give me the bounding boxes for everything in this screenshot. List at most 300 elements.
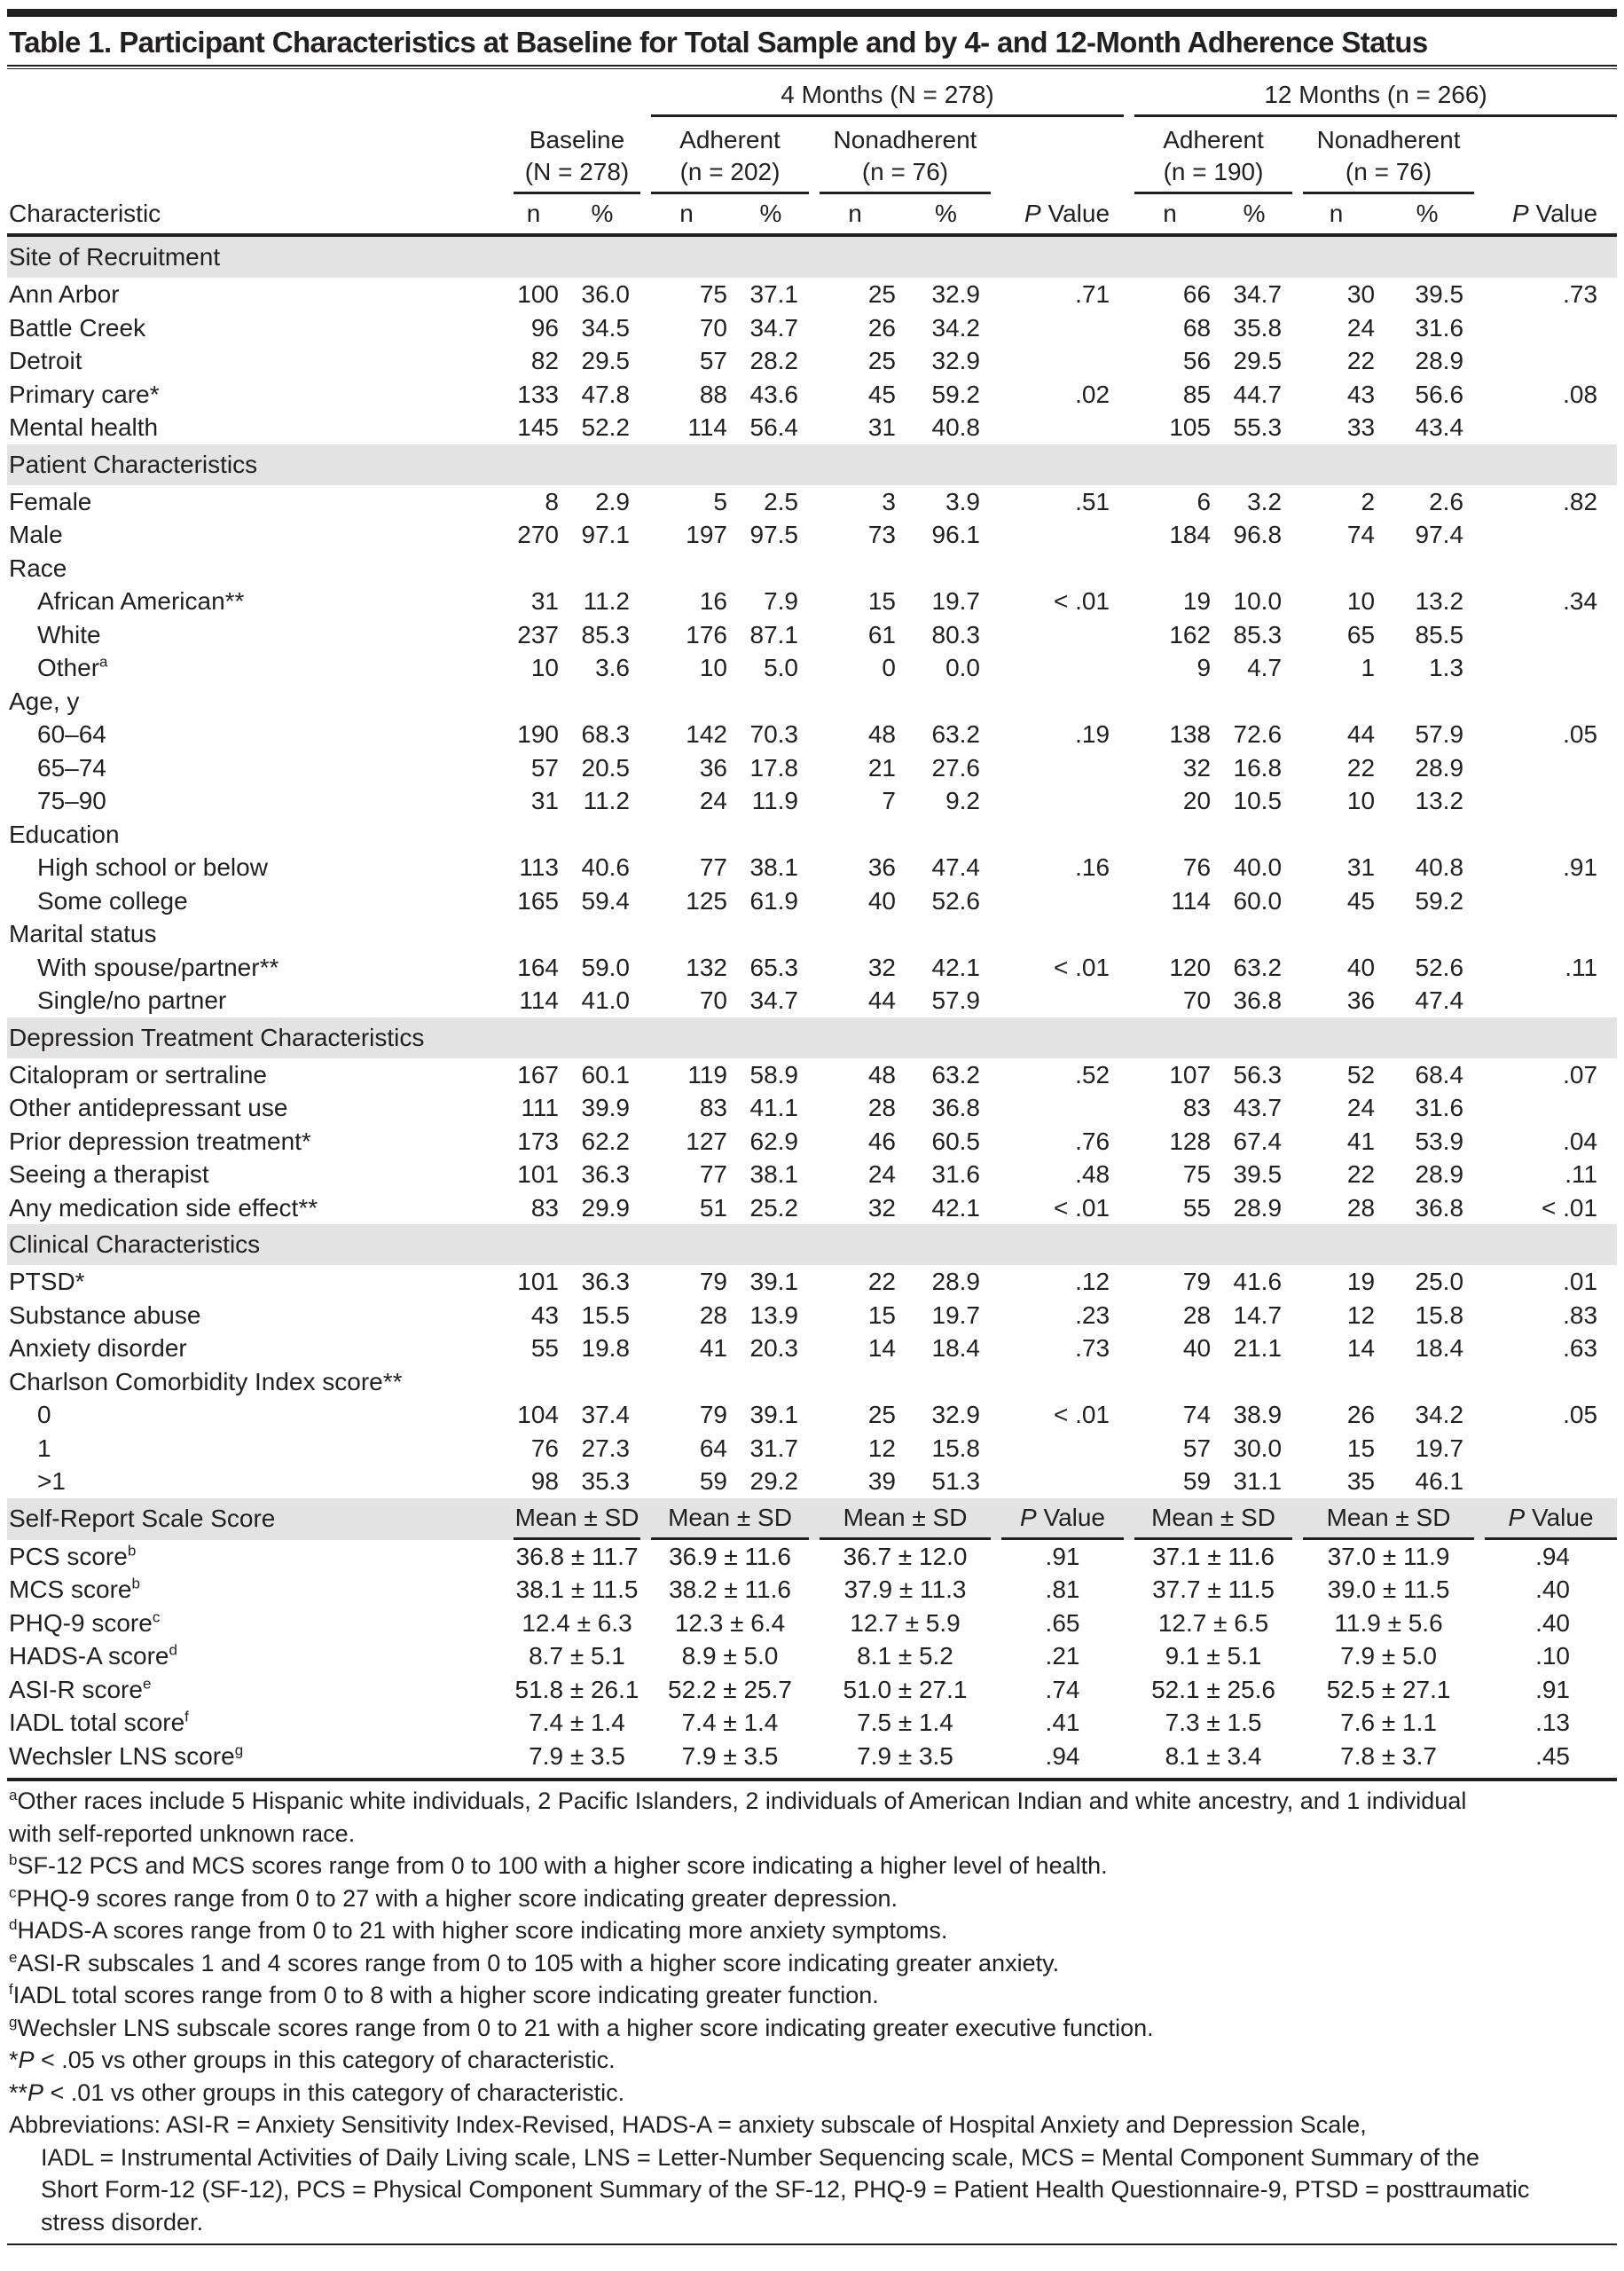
count-cell: 111 <box>521 1094 559 1121</box>
percent-cell: 11.9 <box>751 787 798 814</box>
row-label <box>7 718 508 751</box>
count-cell: 32 <box>867 953 896 981</box>
p-value-cell: .10 <box>1535 1642 1571 1670</box>
mean-sd-cell: 11.9 ± 5.6 <box>1334 1608 1443 1637</box>
count-cell: 10 <box>530 654 559 681</box>
section-header-row <box>7 444 1617 485</box>
row-label-text: Some college <box>37 886 188 915</box>
footnote-mark: a <box>9 1787 18 1803</box>
count-cell: 28 <box>699 1301 727 1329</box>
count-cell: 40 <box>867 886 896 915</box>
count-cell: 31.1 <box>1233 1467 1283 1495</box>
count-cell: 96 <box>530 313 559 342</box>
group-label-row <box>7 818 1617 852</box>
footnote-mark: e <box>9 1948 18 1966</box>
footnote-text: IADL total scores range from 0 to 8 with a higher score indicating greater function. <box>12 1982 879 2008</box>
abbreviations-line: IADL = Instrumental Activities of Daily Living scale, LNS = Letter-Number Sequencing scale, MCS = Mental Component Summary of the <box>41 2143 1479 2171</box>
percent-cell: 57.9 <box>931 986 980 1014</box>
count-cell: 48 <box>867 720 896 748</box>
p-value-cell <box>996 618 1129 652</box>
mean-sd-cell: 9.1 ± 5.1 <box>1165 1642 1262 1670</box>
score-row <box>7 1639 1617 1673</box>
percent-cell: 75 <box>1182 1160 1212 1188</box>
count-cell: 16 <box>699 587 727 615</box>
count-cell: 28.9 <box>1233 1193 1283 1222</box>
count-cell: 31.6 <box>1415 313 1464 342</box>
row-label-text: Charlson Comorbidity Index score** <box>9 1367 403 1395</box>
mean-sd-label: Mean ± SD <box>1151 1503 1275 1531</box>
mean-sd-cell: 7.9 ± 3.5 <box>857 1741 953 1770</box>
row-label-text: Age, y <box>9 687 80 715</box>
count-cell: 19.7 <box>1415 1434 1464 1462</box>
percent-cell: 60.5 <box>931 1127 980 1155</box>
count-cell: 35.8 <box>1233 313 1283 342</box>
count-cell: 45 <box>867 380 896 408</box>
count-cell: 114 <box>687 413 727 441</box>
count-cell: 53.9 <box>1415 1127 1464 1155</box>
p-italic: P <box>1020 1503 1037 1531</box>
count-cell: 28 <box>867 1094 896 1121</box>
count-cell: 56.6 <box>1415 380 1464 408</box>
footnote-mark: g <box>9 2013 18 2031</box>
count-cell: 30.0 <box>1233 1434 1283 1462</box>
p-value-cell <box>996 884 1129 918</box>
footnote <box>9 1979 1617 2012</box>
row-label <box>7 585 508 618</box>
row-label <box>7 1332 508 1365</box>
p-value-cell: .83 <box>1563 1301 1598 1329</box>
count-cell: 18.4 <box>1415 1334 1464 1362</box>
header-underline <box>820 1498 991 1540</box>
p-value-cell <box>996 1091 1129 1125</box>
subgroup-header-row <box>7 117 1617 194</box>
table-row <box>7 518 1617 552</box>
footnote-mark: a <box>99 653 108 671</box>
row-label <box>7 1706 508 1740</box>
p-value-label: Value <box>1040 200 1110 227</box>
mean-sd-cell: 8.1 ± 3.4 <box>1165 1741 1262 1770</box>
row-label <box>7 1432 508 1466</box>
group-12-months: 12 Months (n = 266) <box>1134 79 1617 117</box>
count-cell: 31 <box>867 413 896 441</box>
section-header-row <box>7 1018 1617 1058</box>
percent-cell: 44 <box>1346 720 1376 748</box>
percent-header: % <box>1391 194 1479 235</box>
percent-cell: 59.2 <box>931 380 980 408</box>
p-italic: P <box>27 2078 44 2106</box>
percent-cell: 83 <box>1182 1094 1212 1121</box>
table-row <box>7 618 1617 652</box>
percent-cell: 24 <box>1346 1094 1376 1121</box>
n-header: n <box>1129 194 1227 235</box>
p-value-cell <box>996 784 1129 818</box>
mean-sd-cell: 7.8 ± 3.7 <box>1340 1741 1437 1770</box>
p-value-cell: .48 <box>1075 1160 1110 1188</box>
p-value-cell: < .01 <box>1053 953 1110 981</box>
percent-header: % <box>1227 194 1298 235</box>
percent-cell: 62.9 <box>749 1127 798 1155</box>
nonadherent-12m-n: (n = 76) <box>1345 158 1432 185</box>
count-cell: 36 <box>867 853 896 881</box>
mean-sd-cell: 7.4 ± 1.4 <box>681 1709 779 1736</box>
count-cell: 25.0 <box>1415 1268 1464 1295</box>
count-cell: 40.8 <box>1415 853 1464 881</box>
count-cell: 79 <box>699 1401 727 1428</box>
percent-cell: 19 <box>1182 587 1212 615</box>
mean-sd-label: Mean ± SD <box>843 1503 968 1531</box>
percent-cell: 33 <box>1346 413 1376 441</box>
count-cell: 76 <box>530 1434 559 1462</box>
adherent-4m-n: (n = 202) <box>679 158 781 185</box>
percent-cell: 28.9 <box>931 1268 980 1295</box>
note-prefix: * <box>9 2047 19 2073</box>
p-value-cell <box>996 1465 1129 1498</box>
row-label-text: With spouse/partner** <box>37 953 279 981</box>
mean-sd-cell: 37.9 ± 11.3 <box>843 1576 967 1603</box>
row-label <box>7 518 508 552</box>
count-cell: 61 <box>867 620 896 648</box>
group-label-row <box>7 1365 1617 1399</box>
table-row <box>7 1299 1617 1332</box>
count-cell: 28.9 <box>1415 347 1464 374</box>
percent-cell: 20.3 <box>749 1334 798 1362</box>
percent-cell: 32 <box>1182 753 1212 782</box>
row-label-text: Male <box>9 521 63 548</box>
p-value-cell: .65 <box>1045 1608 1080 1637</box>
row-label <box>7 884 508 918</box>
p-value-label: Value <box>1036 1503 1106 1531</box>
row-label <box>7 1058 508 1092</box>
count-cell: 43 <box>530 1301 559 1329</box>
significance-note <box>9 2077 1617 2110</box>
p-value-cell <box>996 984 1129 1018</box>
percent-cell: 74 <box>1346 521 1376 548</box>
footnote-mark: g <box>234 1741 244 1759</box>
count-cell: 237 <box>517 620 559 648</box>
p-value-cell: .63 <box>1563 1334 1598 1362</box>
p-value-header <box>1479 194 1617 235</box>
footnote-mark: f <box>184 1708 189 1725</box>
section-header-row <box>7 235 1617 278</box>
count-cell: 16.8 <box>1233 753 1283 782</box>
percent-cell: 55 <box>1182 1193 1212 1222</box>
p-value-cell: .41 <box>1045 1709 1080 1736</box>
percent-cell: 68 <box>1182 313 1212 342</box>
row-label <box>7 651 508 685</box>
count-cell: 197 <box>686 521 727 548</box>
row-label-text: Battle Creek <box>9 313 146 342</box>
percent-cell: 18.4 <box>931 1334 980 1362</box>
percent-cell: 27.6 <box>931 753 980 782</box>
count-cell: 97.4 <box>1415 521 1464 548</box>
mean-sd-cell: 52.2 ± 25.7 <box>668 1675 792 1703</box>
count-cell: 15.8 <box>1415 1301 1464 1329</box>
row-label-text: Single/no partner <box>37 986 227 1014</box>
p-value-cell: .04 <box>1563 1127 1598 1155</box>
nonadherent-4m-header: Nonadherent <box>833 126 977 153</box>
percent-cell: 39.9 <box>581 1094 630 1121</box>
mean-sd-cell: 7.9 ± 5.0 <box>1340 1642 1437 1670</box>
score-row <box>7 1673 1617 1707</box>
mean-sd-cell: 7.9 ± 3.5 <box>529 1741 625 1770</box>
row-label <box>7 917 1617 951</box>
count-cell: 43.4 <box>1415 413 1464 441</box>
count-cell: 36.8 <box>1415 1193 1464 1222</box>
p-value-cell <box>996 311 1129 345</box>
mean-sd-cell: 8.1 ± 5.2 <box>857 1642 953 1670</box>
count-cell: 104 <box>517 1401 559 1428</box>
count-cell: 38.9 <box>1233 1401 1283 1428</box>
table-figure <box>0 9 1624 2245</box>
count-cell: 63.2 <box>1233 953 1283 981</box>
count-cell: 132 <box>686 953 727 981</box>
table-row <box>7 851 1617 884</box>
adherent-12m-header: Adherent <box>1163 126 1264 153</box>
p-italic: P <box>1024 200 1041 227</box>
percent-cell: 22 <box>1346 753 1376 782</box>
percent-cell: 107 <box>1169 1060 1212 1088</box>
percent-cell: 15.8 <box>931 1434 980 1462</box>
score-section-title: Self-Report Scale Score <box>7 1498 508 1540</box>
percent-cell: 65.3 <box>749 953 798 981</box>
table-title: Table 1. Participant Characteristics at Baseline for Total Sample and by 4- and 12-Month Adherence Status <box>9 26 1428 59</box>
percent-cell: 22 <box>1346 347 1376 374</box>
section-header-row <box>7 1224 1617 1265</box>
mean-sd-cell: 36.8 ± 11.7 <box>515 1542 639 1570</box>
count-cell: 96.8 <box>1233 521 1283 548</box>
percent-cell: 29.9 <box>581 1193 630 1222</box>
p-value-label: Value <box>1525 1503 1594 1531</box>
p-value-cell <box>1479 344 1617 378</box>
p-value-cell: < .01 <box>1053 587 1110 615</box>
p-value-header <box>996 194 1129 235</box>
row-label-text: Detroit <box>9 347 82 374</box>
percent-cell: 14 <box>1346 1334 1376 1362</box>
percent-cell: 35.3 <box>581 1467 630 1495</box>
count-cell: 52.6 <box>1415 953 1464 981</box>
percent-cell: 105 <box>1169 413 1212 441</box>
count-cell: 32 <box>867 1193 896 1222</box>
mean-sd-cell: 37.7 ± 11.5 <box>1152 1576 1275 1603</box>
percent-cell: 32.9 <box>931 347 980 374</box>
count-cell: 36 <box>699 753 727 782</box>
p-value-cell <box>996 344 1129 378</box>
p-value-cell: .40 <box>1535 1608 1571 1637</box>
count-cell: 70 <box>699 313 727 342</box>
count-cell: 46.1 <box>1415 1467 1464 1495</box>
percent-cell: 65 <box>1346 620 1376 648</box>
row-label-text: Seeing a therapist <box>9 1160 209 1188</box>
count-cell: 10.5 <box>1233 787 1283 814</box>
p-value-cell <box>1479 1091 1617 1125</box>
p-value-cell: .91 <box>1563 853 1598 881</box>
percent-cell: 63.2 <box>931 720 980 748</box>
p-value-cell <box>1479 884 1617 918</box>
count-cell: 31 <box>530 787 559 814</box>
mean-sd-cell: 12.7 ± 6.5 <box>1157 1608 1269 1637</box>
p-value-cell: .94 <box>1045 1741 1080 1770</box>
count-cell: 40.0 <box>1233 853 1283 881</box>
count-cell: 43.7 <box>1233 1094 1283 1121</box>
score-column-header <box>1298 1498 1479 1540</box>
percent-cell: 59.0 <box>581 953 630 981</box>
percent-cell: 52 <box>1346 1060 1376 1088</box>
percent-cell: 39.1 <box>749 1401 798 1428</box>
footnotes <box>7 1781 1617 2238</box>
count-cell: 127 <box>686 1127 727 1155</box>
row-label-text: MCS score <box>9 1576 132 1603</box>
count-cell: 2.6 <box>1429 487 1464 515</box>
section-title: Clinical Characteristics <box>7 1224 1617 1265</box>
count-cell: 31 <box>530 587 559 615</box>
percent-cell: 2.9 <box>595 487 630 515</box>
row-label <box>7 1540 508 1574</box>
row-label-text: Ann Arbor <box>9 280 120 308</box>
percent-cell: 43 <box>1346 380 1376 408</box>
row-label-text: PHQ-9 score <box>9 1608 153 1637</box>
count-cell: 44 <box>867 986 896 1014</box>
row-label-text: African American** <box>37 587 245 615</box>
footnote-text: with self-reported unknown race. <box>9 1819 356 1847</box>
percent-cell: 7.9 <box>764 587 798 615</box>
group-label-row <box>7 917 1617 951</box>
p-value-cell: .40 <box>1535 1576 1571 1603</box>
percent-cell: 40 <box>1346 953 1376 981</box>
top-rule <box>7 9 1617 17</box>
table-row <box>7 485 1617 519</box>
score-column-header <box>1479 1498 1617 1540</box>
p-value-cell: .74 <box>1045 1675 1080 1703</box>
percent-cell: 17.8 <box>749 753 798 782</box>
p-value-cell: < .01 <box>1053 1193 1110 1222</box>
row-label <box>7 984 508 1018</box>
percent-cell: 9.2 <box>945 787 980 814</box>
percent-cell: 56 <box>1182 347 1212 374</box>
count-cell: 22 <box>867 1268 896 1295</box>
footnote <box>9 1818 1617 1851</box>
percent-cell: 11.2 <box>583 787 630 814</box>
percent-cell: 70.3 <box>749 720 798 748</box>
count-cell: 14.7 <box>1233 1301 1283 1329</box>
note-text: < .05 vs other groups in this category of characteristic. <box>34 2047 616 2073</box>
note-text: < .01 vs other groups in this category of characteristic. <box>43 2078 625 2106</box>
table-row <box>7 411 1617 444</box>
count-cell: 59 <box>699 1467 727 1495</box>
n-header: n <box>646 194 743 235</box>
footnote-text: PHQ-9 scores range from 0 to 27 with a higher score indicating greater depression. <box>16 1884 898 1912</box>
count-cell: 1.3 <box>1429 654 1464 681</box>
mean-sd-cell: 37.1 ± 11.6 <box>1152 1542 1275 1570</box>
p-value-cell <box>1479 751 1617 785</box>
count-cell: 142 <box>686 720 727 748</box>
percent-cell: 36 <box>1346 986 1376 1014</box>
count-cell: 39.5 <box>1233 1160 1283 1188</box>
percent-cell: 22 <box>1346 1160 1376 1188</box>
mean-sd-label: Mean ± SD <box>668 1503 792 1531</box>
row-label-text: HADS-A score <box>9 1642 169 1670</box>
table-row <box>7 344 1617 378</box>
count-cell: 190 <box>517 720 559 748</box>
count-cell: 64 <box>699 1434 727 1462</box>
mean-sd-cell: 51.8 ± 26.1 <box>514 1675 639 1703</box>
group-header-row <box>7 69 1617 117</box>
percent-cell: 40.8 <box>931 413 980 441</box>
percent-cell: 2 <box>1361 487 1376 515</box>
p-value-cell <box>1479 984 1617 1018</box>
count-cell: 167 <box>517 1060 559 1088</box>
row-label <box>7 685 1617 719</box>
percent-cell: 68.3 <box>581 720 630 748</box>
p-value-cell <box>1479 1465 1617 1498</box>
percent-cell: 40.6 <box>581 853 630 881</box>
mean-sd-cell: 12.4 ± 6.3 <box>522 1608 632 1637</box>
mean-sd-cell: 52.1 ± 25.6 <box>1151 1675 1275 1703</box>
table-row <box>7 784 1617 818</box>
footnote <box>9 1785 1617 1818</box>
count-cell: 67.4 <box>1233 1127 1283 1155</box>
row-label <box>7 1158 508 1191</box>
percent-cell: 3.9 <box>945 487 980 515</box>
row-label-text: High school or below <box>37 853 268 881</box>
count-cell: 75 <box>699 280 727 308</box>
table-body <box>7 235 1617 1772</box>
percent-cell: 120 <box>1169 953 1212 981</box>
percent-cell: 45 <box>1346 886 1376 915</box>
score-column-header <box>1129 1498 1298 1540</box>
count-cell: 176 <box>686 620 727 648</box>
percent-cell: 31.6 <box>931 1160 980 1188</box>
header-underline <box>1485 1498 1617 1540</box>
row-label-text: Race <box>9 554 67 582</box>
count-cell: 59.2 <box>1415 886 1464 915</box>
count-cell: 7 <box>882 787 896 814</box>
p-value-cell: .51 <box>1075 487 1110 515</box>
count-cell: 82 <box>530 347 559 374</box>
nonadherent-12m-header: Nonadherent <box>1316 126 1461 153</box>
n-header: n <box>814 194 912 235</box>
table-row <box>7 378 1617 412</box>
row-label-text: Other antidepressant use <box>9 1094 288 1121</box>
count-cell: 270 <box>517 521 559 548</box>
p-value-cell <box>996 751 1129 785</box>
p-value-cell <box>1479 518 1617 552</box>
percent-cell: 138 <box>1169 720 1212 748</box>
bottom-rule <box>7 2243 1617 2245</box>
mean-sd-cell: 36.9 ± 11.6 <box>669 1542 791 1570</box>
count-cell: 29.5 <box>1233 347 1283 374</box>
score-column-header <box>814 1498 996 1540</box>
row-label-text: Primary care* <box>9 380 160 408</box>
percent-cell: 6 <box>1196 487 1212 515</box>
count-cell: 83 <box>530 1193 559 1222</box>
count-cell: 13.2 <box>1415 587 1464 615</box>
row-label <box>7 1091 508 1125</box>
row-label-text: Any medication side effect** <box>9 1193 318 1222</box>
row-label-text: >1 <box>37 1467 66 1495</box>
count-cell: 26 <box>867 313 896 342</box>
count-cell: 164 <box>517 953 559 981</box>
characteristics-table <box>7 69 1617 1772</box>
count-cell: 57 <box>699 347 727 374</box>
percent-cell: 24 <box>1346 313 1376 342</box>
count-cell: 88 <box>699 380 727 408</box>
score-header-row <box>7 1498 1617 1540</box>
percent-cell: 19.8 <box>581 1334 630 1362</box>
count-cell: 36.8 <box>1233 986 1283 1014</box>
percent-cell: 41.0 <box>581 986 630 1014</box>
percent-cell: 37.1 <box>749 280 798 308</box>
count-cell: 57.9 <box>1415 720 1464 748</box>
